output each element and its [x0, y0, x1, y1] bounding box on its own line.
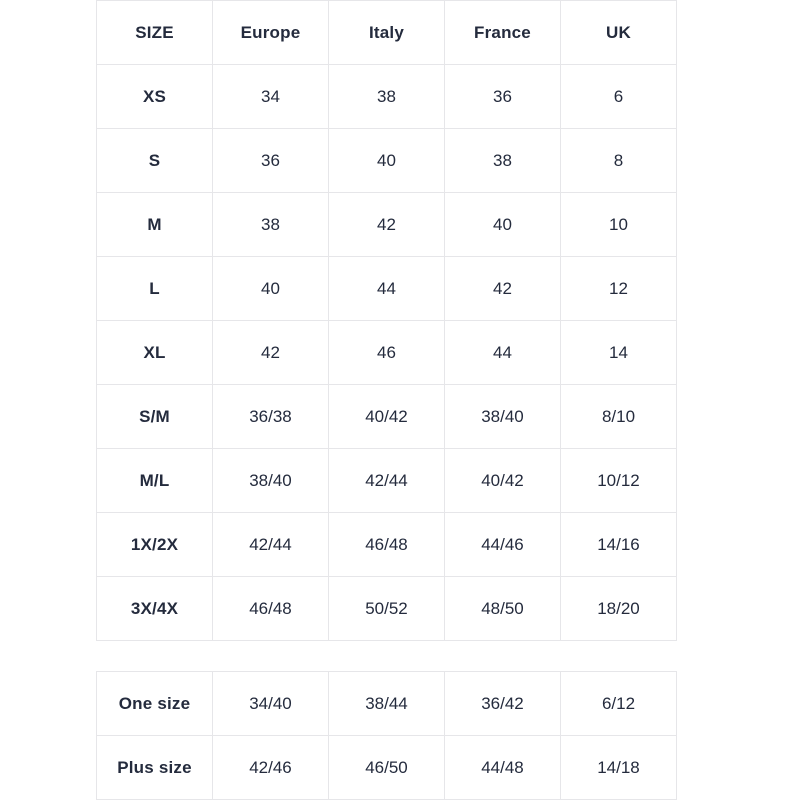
cell-uk: 8/10 — [561, 385, 677, 449]
cell-europe: 46/48 — [213, 577, 329, 641]
cell-italy: 46 — [329, 321, 445, 385]
cell-uk: 6/12 — [561, 672, 677, 736]
cell-uk: 12 — [561, 257, 677, 321]
cell-uk: 14/18 — [561, 736, 677, 800]
cell-france: 44/48 — [445, 736, 561, 800]
cell-france: 36 — [445, 65, 561, 129]
row-label: XS — [97, 65, 213, 129]
column-header-france: France — [445, 1, 561, 65]
cell-europe: 38/40 — [213, 449, 329, 513]
cell-uk: 6 — [561, 65, 677, 129]
cell-italy: 46/48 — [329, 513, 445, 577]
row-label: 3X/4X — [97, 577, 213, 641]
cell-france: 44 — [445, 321, 561, 385]
table-row — [97, 257, 677, 321]
cell-uk: 18/20 — [561, 577, 677, 641]
table-gap-divider — [96, 641, 676, 671]
cell-france: 48/50 — [445, 577, 561, 641]
cell-uk: 10/12 — [561, 449, 677, 513]
row-label: 1X/2X — [97, 513, 213, 577]
column-header-europe: Europe — [213, 1, 329, 65]
cell-europe: 36/38 — [213, 385, 329, 449]
table-row — [97, 129, 677, 193]
column-header-uk: UK — [561, 1, 677, 65]
cell-europe: 34 — [213, 65, 329, 129]
cell-france: 36/42 — [445, 672, 561, 736]
cell-uk: 14 — [561, 321, 677, 385]
cell-italy: 38/44 — [329, 672, 445, 736]
table-row — [97, 672, 677, 736]
cell-france: 42 — [445, 257, 561, 321]
table-row — [97, 193, 677, 257]
cell-italy: 46/50 — [329, 736, 445, 800]
cell-italy: 42/44 — [329, 449, 445, 513]
cell-italy: 40/42 — [329, 385, 445, 449]
table-row — [97, 449, 677, 513]
table-row — [97, 736, 677, 800]
column-header-italy: Italy — [329, 1, 445, 65]
table-row — [97, 65, 677, 129]
size-chart-sheet — [96, 0, 676, 800]
row-label: L — [97, 257, 213, 321]
cell-europe: 42/46 — [213, 736, 329, 800]
cell-europe: 34/40 — [213, 672, 329, 736]
table-row — [97, 577, 677, 641]
row-label: S — [97, 129, 213, 193]
table-header-row — [97, 1, 677, 65]
cell-europe: 40 — [213, 257, 329, 321]
cell-france: 44/46 — [445, 513, 561, 577]
cell-italy: 40 — [329, 129, 445, 193]
cell-italy: 42 — [329, 193, 445, 257]
cell-europe: 42/44 — [213, 513, 329, 577]
row-label: S/M — [97, 385, 213, 449]
cell-italy: 50/52 — [329, 577, 445, 641]
row-label: XL — [97, 321, 213, 385]
row-label: M/L — [97, 449, 213, 513]
cell-europe: 38 — [213, 193, 329, 257]
row-label: M — [97, 193, 213, 257]
table-row — [97, 385, 677, 449]
row-label-plus-size: Plus size — [97, 736, 213, 800]
cell-uk: 10 — [561, 193, 677, 257]
cell-france: 38 — [445, 129, 561, 193]
cell-france: 38/40 — [445, 385, 561, 449]
cell-uk: 14/16 — [561, 513, 677, 577]
cell-italy: 44 — [329, 257, 445, 321]
cell-europe: 42 — [213, 321, 329, 385]
table-row — [97, 513, 677, 577]
cell-uk: 8 — [561, 129, 677, 193]
cell-france: 40/42 — [445, 449, 561, 513]
row-label-one-size: One size — [97, 672, 213, 736]
table-row — [97, 321, 677, 385]
column-header-size: SIZE — [97, 1, 213, 65]
cell-europe: 36 — [213, 129, 329, 193]
cell-france: 40 — [445, 193, 561, 257]
one-size-conversion-table — [96, 671, 677, 800]
cell-italy: 38 — [329, 65, 445, 129]
size-conversion-table — [96, 0, 677, 641]
